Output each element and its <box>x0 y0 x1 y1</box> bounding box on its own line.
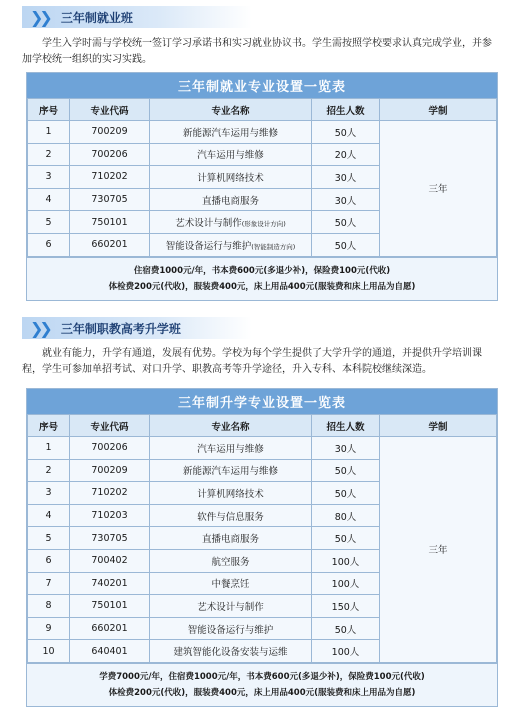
table-row <box>28 437 497 460</box>
major-name: 直播电商服务 <box>201 195 259 207</box>
major-name: 航空服务 <box>211 556 250 568</box>
row-code: 730705 <box>70 188 150 211</box>
fee-line: 住宿费1000元/年，书本费600元(多退少补)，保险费100元(代收) <box>133 265 391 276</box>
row-code: 750101 <box>70 211 150 234</box>
row-count: 30人 <box>312 166 380 189</box>
double-chevron-right-icon: ❯❯ <box>30 7 49 27</box>
row-code: 740201 <box>70 572 150 595</box>
row-code: 660201 <box>70 233 150 256</box>
row-code: 640401 <box>70 640 150 663</box>
row-name <box>150 121 312 144</box>
row-count: 150人 <box>312 595 380 618</box>
upgrade-table-title: 三年制升学专业设置一览表 <box>27 389 497 414</box>
row-no: 6 <box>28 233 70 256</box>
header-duration: 学制 <box>380 415 497 437</box>
section2-banner-title: 三年制职教高考升学班 <box>60 321 181 336</box>
row-count: 50人 <box>312 617 380 640</box>
row-name <box>150 617 312 640</box>
row-name <box>150 527 312 550</box>
header-count: 招生人数 <box>312 99 380 121</box>
row-no: 9 <box>28 617 70 640</box>
major-name: 新能源汽车运用与维修 <box>182 466 278 478</box>
section1-banner <box>22 6 252 28</box>
major-direction-note: (形象设计方向) <box>241 220 286 229</box>
header-name: 专业名称 <box>150 99 312 121</box>
employment-table-grid <box>27 98 497 257</box>
row-name <box>150 595 312 618</box>
header-code: 专业代码 <box>70 415 150 437</box>
major-name: 建筑智能化设备安装与运维 <box>173 647 288 659</box>
major-name: 计算机网络技术 <box>197 172 264 184</box>
major-name: 艺术设计与制作 <box>197 601 264 613</box>
row-code: 700209 <box>70 121 150 144</box>
row-count: 100人 <box>312 640 380 663</box>
double-chevron-right-icon: ❯❯ <box>30 318 49 338</box>
row-count: 30人 <box>312 437 380 460</box>
major-name: 计算机网络技术 <box>197 488 264 500</box>
fee-line: 学费7000元/年，住宿费1000元/年，书本费600元(多退少补)，保险费100元(代收) <box>99 671 425 682</box>
major-name: 智能设备运行与维护 <box>187 624 274 636</box>
major-name: 智能设备运行与维护 <box>165 240 252 252</box>
row-count: 50人 <box>312 459 380 482</box>
row-count: 100人 <box>312 549 380 572</box>
major-name: 汽车运用与维修 <box>197 443 264 455</box>
row-name <box>150 482 312 505</box>
row-count: 80人 <box>312 504 380 527</box>
major-name: 中餐烹饪 <box>211 579 250 591</box>
row-no: 2 <box>28 459 70 482</box>
major-name: 艺术设计与制作 <box>175 218 242 230</box>
row-duration: 三年 <box>380 437 497 663</box>
row-name <box>150 504 312 527</box>
fee-line: 体检费200元(代收)，服装费400元，床上用品400元(服装费和床上用品为自愿) <box>108 687 416 698</box>
row-no: 1 <box>28 121 70 144</box>
header-no: 序号 <box>28 415 70 437</box>
fee-line: 体检费200元(代收)，服装费400元，床上用品400元(服装费和床上用品为自愿) <box>108 281 416 292</box>
row-no: 8 <box>28 595 70 618</box>
upgrade-table-grid <box>27 414 497 663</box>
row-count: 50人 <box>312 121 380 144</box>
row-code: 750101 <box>70 595 150 618</box>
header-count: 招生人数 <box>312 415 380 437</box>
row-code: 700209 <box>70 459 150 482</box>
major-direction-note: (智能制造方向) <box>251 242 296 251</box>
employment-table <box>26 72 498 301</box>
row-no: 3 <box>28 482 70 505</box>
row-count: 50人 <box>312 482 380 505</box>
row-code: 710202 <box>70 482 150 505</box>
row-no: 5 <box>28 527 70 550</box>
row-no: 3 <box>28 166 70 189</box>
row-name <box>150 459 312 482</box>
row-no: 2 <box>28 143 70 166</box>
row-duration: 三年 <box>380 121 497 257</box>
major-name: 直播电商服务 <box>201 534 259 546</box>
row-code: 700206 <box>70 437 150 460</box>
row-no: 4 <box>28 504 70 527</box>
row-code: 700402 <box>70 549 150 572</box>
row-code: 710202 <box>70 166 150 189</box>
upgrade-fee-note <box>27 663 497 706</box>
row-no: 1 <box>28 437 70 460</box>
upgrade-table <box>26 388 498 707</box>
major-name: 新能源汽车运用与维修 <box>182 127 278 139</box>
row-code: 660201 <box>70 617 150 640</box>
section2-paragraph: 就业有能力，升学有通道，发展有优势。学校为每个学生提供了大学升学的通道，并提供升学培训课程，学生可参加单招考试、对口升学、职教高考等升学途径，升入专科、本科院校继续深造。 <box>22 348 482 375</box>
row-count: 20人 <box>312 143 380 166</box>
row-count: 50人 <box>312 233 380 256</box>
row-name <box>150 233 312 256</box>
row-code: 730705 <box>70 527 150 550</box>
row-no: 6 <box>28 549 70 572</box>
row-no: 10 <box>28 640 70 663</box>
row-count: 50人 <box>312 211 380 234</box>
row-code: 700206 <box>70 143 150 166</box>
row-name <box>150 437 312 460</box>
header-name: 专业名称 <box>150 415 312 437</box>
major-name: 软件与信息服务 <box>197 511 264 523</box>
row-name <box>150 549 312 572</box>
table-header-row <box>28 415 497 437</box>
section2-banner <box>22 317 252 339</box>
row-count: 100人 <box>312 572 380 595</box>
header-no: 序号 <box>28 99 70 121</box>
header-duration: 学制 <box>380 99 497 121</box>
table-row <box>28 121 497 144</box>
employment-table-title: 三年制就业专业设置一览表 <box>27 73 497 98</box>
row-count: 30人 <box>312 188 380 211</box>
row-code: 710203 <box>70 504 150 527</box>
employment-fee-note <box>27 257 497 300</box>
row-no: 4 <box>28 188 70 211</box>
row-name <box>150 572 312 595</box>
row-count: 50人 <box>312 527 380 550</box>
section1-banner-title: 三年制就业班 <box>60 10 133 25</box>
header-code: 专业代码 <box>70 99 150 121</box>
section1-paragraph: 学生入学时需与学校统一签订学习承诺书和实习就业协议书。学生需按照学校要求认真完成学业，并参加学校统一组织的实习实践。 <box>22 38 492 65</box>
row-name <box>150 188 312 211</box>
row-name <box>150 211 312 234</box>
row-name <box>150 143 312 166</box>
row-no: 7 <box>28 572 70 595</box>
row-name <box>150 640 312 663</box>
row-no: 5 <box>28 211 70 234</box>
table-header-row <box>28 99 497 121</box>
row-name <box>150 166 312 189</box>
major-name: 汽车运用与维修 <box>197 150 264 162</box>
